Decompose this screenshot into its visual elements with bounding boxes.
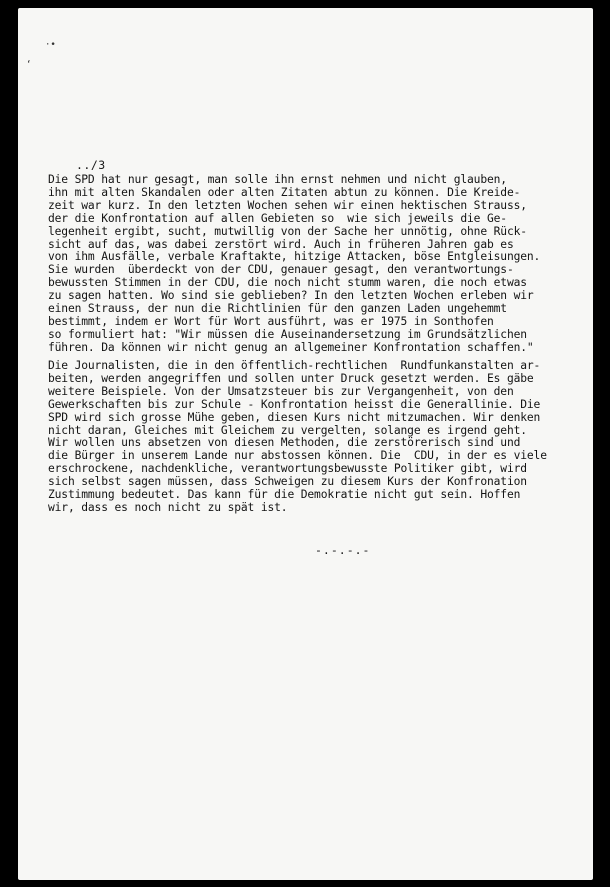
text-line: von ihm Ausfälle, verbale Kraftakte, hitzige Attacken, böse Entgleisungen. <box>48 250 541 264</box>
text-line: führen. Da können wir nicht genug an allgemeiner Konfrontation schaffen." <box>48 340 534 354</box>
scan-speck: ·• <box>45 40 56 50</box>
paragraph-2 <box>48 360 588 515</box>
text-line: Wir wollen uns absetzen von diesen Methoden, die zerstörerisch sind und <box>48 436 521 450</box>
page-number: ../3 <box>76 158 106 172</box>
text-line: ihn mit alten Skandalen oder alten Zitaten abtun zu können. Die Kreide- <box>48 185 521 199</box>
text-line: Die SPD hat nur gesagt, man solle ihn ernst nehmen und nicht glauben, <box>48 173 507 186</box>
text-line: legenheit ergibt, sucht, mutwillig von der Sache her unnötig, ohne Rück- <box>48 224 527 238</box>
text-line: sicht auf das, was dabei zerstört wird. Auch in früheren Jahren gab es <box>48 237 514 251</box>
paragraph-1 <box>48 174 588 355</box>
document-page <box>18 8 593 880</box>
text-line: bewussten Stimmen in der CDU, die noch nicht stumm waren, die noch etwas <box>48 276 527 290</box>
text-line: Sie wurden überdeckt von der CDU, genauer gesagt, den verantwortungs- <box>48 263 514 277</box>
text-line: erschrockene, nachdenkliche, verantwortungsbewusste Politiker gibt, wird <box>48 462 527 476</box>
closing-mark: -.-.-.- <box>315 543 371 557</box>
text-line: zeit war kurz. In den letzten Wochen sehen wir einen hektischen Strauss, <box>48 198 527 212</box>
text-line: nicht daran, Gleiches mit Gleichem zu vergelten, solange es irgend geht. <box>48 423 527 437</box>
text-line: bestimmt, indem er Wort für Wort ausführt, was er 1975 in Sonthofen <box>48 314 494 328</box>
text-line: so formuliert hat: "Wir müssen die Auseinandersetzung im Grundsätzlichen <box>48 327 527 341</box>
text-line: SPD wird sich grosse Mühe geben, diesen Kurs nicht mitzumachen. Wir denken <box>48 410 541 424</box>
text-line: Gewerkschaften bis zur Schule - Konfrontation heisst die Generallinie. Die <box>48 397 541 411</box>
text-line: zu sagen hatten. Wo sind sie geblieben? In den letzten Wochen erleben wir <box>48 289 534 303</box>
text-line: sich selbst sagen müssen, dass Schweigen zu diesem Kurs der Konfronation <box>48 475 527 489</box>
text-line: der die Konfrontation auf allen Gebieten so wie sich jeweils die Ge- <box>48 211 507 225</box>
text-line: weitere Beispiele. Von der Umsatzsteuer bis zur Vergangenheit, von den <box>48 384 514 398</box>
text-line: Zustimmung bedeutet. Das kann für die Demokratie nicht gut sein. Hoffen <box>48 488 521 502</box>
scan-speck: ‘ <box>26 60 32 70</box>
text-line: die Bürger in unserem Lande nur abstossen können. Die CDU, in der es viele <box>48 449 547 463</box>
text-line: einen Strauss, der nun die Richtlinien für den ganzen Laden ungehemmt <box>48 302 507 316</box>
text-line: Die Journalisten, die in den öffentlich-rechtlichen Rundfunkanstalten ar- <box>48 359 541 372</box>
text-line: wir, dass es noch nicht zu spät ist. <box>48 500 288 514</box>
text-line: beiten, werden angegriffen und sollen unter Druck gesetzt werden. Es gäbe <box>48 371 534 385</box>
